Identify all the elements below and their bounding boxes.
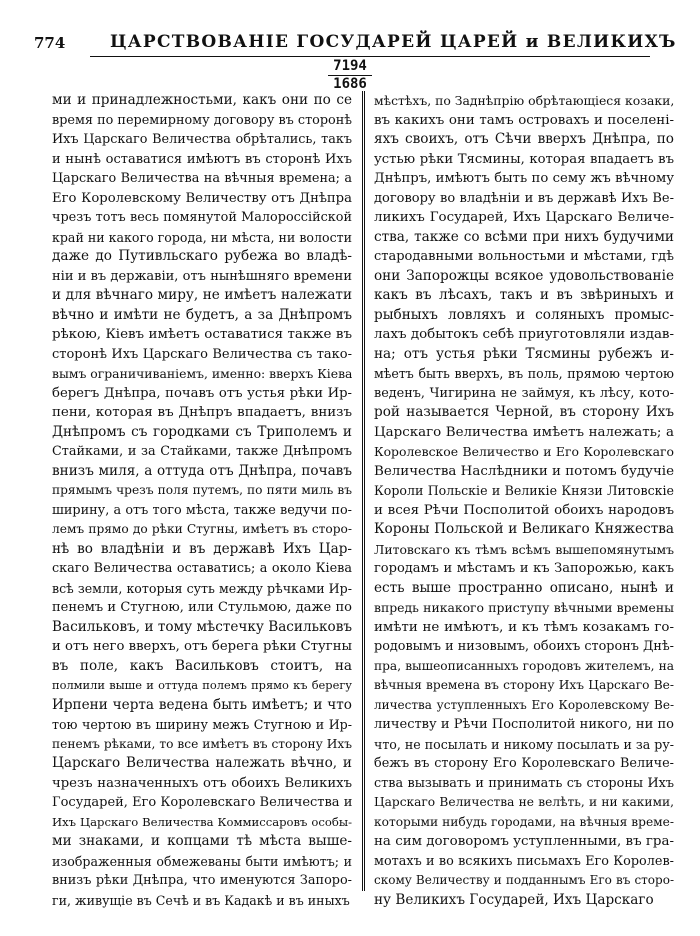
text-line: вѣчно и имѣти не будетъ, а за Днѣпромъ [52,306,352,323]
text-line: ми знаками, и копцами тѣ мѣста выше- [52,833,352,849]
left-text-column [52,91,352,910]
text-line: Днѣпръ, имѣютъ быть по сему жъ вѣчному [374,171,674,186]
text-line: скаго Величества оставатись; а около Кіева [52,561,352,576]
text-line: Литовскаго къ тѣмъ всѣмъ вышепомянутымъ [374,541,674,557]
text-line: ства вызывать и принимать съ стороны Ихъ [374,775,674,791]
text-line: вымъ ограничиваніемъ, именно: вверхъ Кіева [52,366,352,381]
text-line: городамъ и мѣстамъ и къ Запорожью, какъ [374,561,674,576]
text-line: личества уступленныхъ Его Королевскому Ве- [374,697,674,712]
text-line: сторонѣ Ихъ Царскаго Величества съ тако- [52,346,352,362]
text-line: чрезъ назначенныхъ отъ обоихъ Великихъ [52,775,352,791]
text-line: мѣетъ быть вверхъ, въ поль, прямою чертою [374,366,674,381]
text-line: бежъ въ сторону Его Королевскаго Величе- [374,756,674,771]
text-line: Царскаго Величества на вѣчныя времена; а [52,171,352,186]
text-line: прямымъ чрезъ поля путемъ, по пяти миль въ [52,483,352,497]
text-line: Государей, Его Королевскаго Величества и [52,795,352,810]
text-line: и нынѣ оставатися имѣютъ въ сторонѣ Ихъ [52,151,352,167]
text-line: вѣчныя времена въ сторону Ихъ Царскаго Ве- [374,678,674,692]
text-line: яхъ своихъ, отъ Сѣчи вверхъ Днѣпра, по [374,131,674,147]
text-line: Королевское Величество и Его Королевскаго [374,444,674,459]
text-line: внизъ миля, а оттуда отъ Днѣпра, почавъ [52,462,352,479]
text-line: даже до Путивльскаго рубежа во владѣ- [52,248,352,264]
year-primary: 7194 [333,58,367,74]
text-line: Стайками, и за Стайками, также Днѣпромъ [52,444,352,459]
text-line: Ихъ Царскаго Величества обрѣтались, такъ [52,132,352,147]
text-line: имѣти не имѣютъ, и къ тѣмъ козакамъ го- [374,619,674,635]
text-line: Величества Наслѣдники и потомъ будучіе [374,463,674,479]
text-line: они Запорожцы всякое удовольствованіе [374,267,674,284]
text-line: чрезъ тотъ весь помянутой Малороссійской [52,210,352,225]
text-line: Царскаго Величества не велѣть, и ни какими, [374,795,674,809]
column-divider [362,91,363,891]
text-line: ликихъ Государей, Ихъ Царскаго Величе- [374,210,674,225]
text-line: рыбныхъ ловляхъ и соляныхъ промыс- [374,306,674,323]
text-line: стародавными вольностьми и мѣстами, гдѣ [374,249,674,264]
right-text-column [374,91,674,910]
header-rule [90,56,650,57]
text-line: тою чертою въ ширину межъ Стугною и Ир- [52,717,352,732]
text-line: Днѣпромъ съ городками съ Триполемъ и [52,423,352,440]
text-line: пра, вышеописанныхъ городовъ жителемъ, на [374,658,674,673]
page-number: 774 [34,34,66,52]
text-line: лахъ добытокъ себѣ приуготовляли издав- [374,327,674,342]
text-line: берегъ Днѣпра, почавъ отъ устья рѣки Ир- [52,385,352,401]
text-line: Короны Польской и Великаго Княжества [374,521,674,537]
text-line: рой называется Черной, въ сторону Ихъ [374,404,674,420]
text-line: изображенныя обмежеваны быти имѣютъ; и [52,853,352,869]
text-line: Царскаго Величества имѣетъ належать; а [374,424,674,440]
text-line: скому Величеству и подданнымъ Его въ сторо- [374,873,674,887]
text-line: время по перемирному договору въ сторонѣ [52,112,352,128]
text-line: устью рѣки Тясмины, которая впадаетъ въ [374,151,674,167]
text-line: веденъ, Чигирина не займуя, къ лѣсу, кото- [374,385,674,401]
text-line: нѣ во владѣніи и въ державѣ Ихъ Цар- [52,540,352,557]
text-line: которыми нибудь городами, на вѣчныя време- [374,814,674,829]
text-line: ну Великихъ Государей, Ихъ Царскаго [374,891,654,908]
text-line: всѣ земли, которыя суть между рѣчками Ир- [52,580,352,596]
text-line: мѣстѣхъ, по Заднѣпрію обрѣтающіеся козаки, [374,93,674,108]
text-line: ширину, а отъ того мѣста, также ведучи по- [52,502,352,518]
text-line: Васильковъ, и тому мѣстечку Васильковъ [52,618,352,635]
text-line: рѣкою, Кіевъ имѣетъ оставатися также въ [52,327,352,342]
running-title: ЦАРСТВОВАНІЕ ГОСУДАРЕЙ ЦАРЕЙ и ВЕЛИКИХЪ [110,32,677,52]
text-line: и всея Рѣчи Посполитой обоихъ народовъ [374,502,674,518]
text-line: родовымъ и низовымъ, обоихъ сторонъ Днѣ- [374,639,674,654]
text-line: есть выше пространно описано, нынѣ и [374,579,674,596]
text-line: Ихъ Царскаго Величества Коммиссаровъ особы- [52,814,352,829]
text-line: и отъ него вверхъ, отъ берега рѣки Стугны [52,639,352,654]
text-line: ги, живущіе въ Сечѣ и въ Кадакѣ и въ иныхъ [52,892,350,908]
year-block [300,58,400,93]
text-line: ніи и въ державіи, отъ нынѣшняго времени [52,268,352,284]
text-line: пенемъ и Стугною, или Стульмою, даже по [52,600,352,615]
text-line: Ирпени черта ведена быть имѣетъ; и что [52,696,352,713]
text-line: Царскаго Величества належать вѣчно, и [52,755,352,771]
text-line: въ поле, какъ Васильковъ стоитъ, на [52,657,352,674]
text-line: договору во владѣніи и въ державѣ Ихъ Ве- [374,190,674,206]
year-secondary: 1686 [328,75,372,93]
text-line: пени, которая въ Днѣпръ впадаетъ, внизъ [52,405,352,420]
text-line: Его Королевскому Величеству отъ Днѣпра [52,190,352,206]
text-line: на сим договоромъ уступленными, въ гра- [374,834,674,849]
text-line: впредь никакого приступу вѣчными времены [374,600,674,615]
text-line: лемъ прямо до рѣки Стугны, имѣетъ въ сторо- [52,522,352,536]
text-line: пенемъ рѣками, то все имѣетъ въ сторону Ихъ [52,736,352,751]
text-line: ми и принадлежностьми, какъ они по се [52,92,352,108]
text-line: край ни какого города, ни мѣста, ни волости [52,229,352,245]
text-line: личеству и Рѣчи Посполитой никого, ни по [374,717,674,732]
text-line: внизъ рѣки Днѣпра, что именуются Запоро- [52,873,352,888]
text-line: мотахъ и во всякихъ письмахъ Его Королев- [374,853,674,869]
text-line: ства, также со всѣми при нихъ будучими [374,228,674,245]
text-line: въ какихъ они тамъ островахъ и поселені- [374,112,674,128]
text-line: полмили выше и оттуда полемъ прямо къ берегу [52,678,352,692]
text-line: и для вѣчнаго миру, не имѣетъ належати [52,287,352,303]
text-line: какъ въ лѣсахъ, такъ и въ звѣриныхъ и [374,287,674,303]
text-line: Короли Польскіе и Великіе Князи Литовскіе [374,483,674,498]
text-line: на; отъ устья рѣки Тясмины рубежъ и- [374,345,674,362]
text-line: что, не посылать и никому посылать и за ру- [374,736,674,752]
